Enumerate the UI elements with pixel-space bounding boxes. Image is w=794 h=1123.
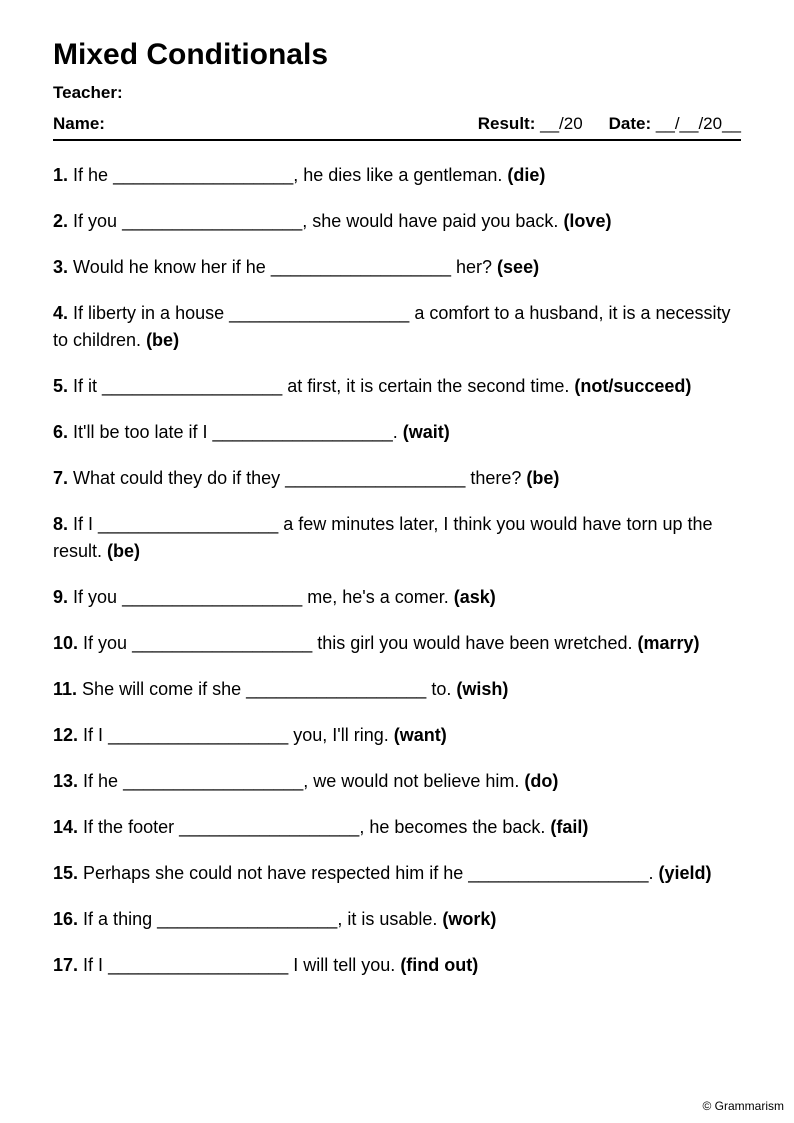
answer-blank[interactable]: __________________	[270, 257, 452, 277]
question-number: 4.	[53, 303, 69, 323]
question-number: 11.	[53, 679, 78, 699]
question-text-after: her?	[451, 257, 498, 277]
question-item	[53, 630, 741, 657]
question-item	[53, 952, 741, 979]
question-text-after: a comfort to a husband, it is a necessity to children.	[53, 303, 731, 350]
question-item	[53, 162, 741, 189]
question-item	[53, 584, 741, 611]
name-label: Name:	[53, 114, 105, 133]
verb-hint: (wait)	[402, 422, 450, 442]
question-number: 6.	[53, 422, 69, 442]
question-text-after: this girl you would have been wretched.	[312, 633, 638, 653]
question-text-before: If you	[83, 633, 133, 653]
answer-blank[interactable]: __________________	[285, 468, 466, 488]
question-text-after: I will tell you.	[288, 955, 401, 975]
question-number: 5.	[53, 376, 69, 396]
question-text-after: , it is usable.	[337, 909, 443, 929]
question-text-after: , we would not believe him.	[303, 771, 525, 791]
question-number: 1.	[53, 165, 69, 185]
question-text-after: , she would have paid you back.	[302, 211, 564, 231]
question-text-before: If the footer	[83, 817, 180, 837]
answer-blank[interactable]: __________________	[157, 909, 338, 929]
name-row	[53, 113, 741, 141]
date-field	[609, 113, 741, 135]
answer-blank[interactable]: __________________	[229, 303, 410, 323]
question-item	[53, 814, 741, 841]
verb-hint: (love)	[563, 211, 612, 231]
question-number: 2.	[53, 211, 69, 231]
answer-blank[interactable]: __________________	[98, 514, 279, 534]
question-text-before: She will come if she	[82, 679, 247, 699]
result-label: Result:	[477, 114, 536, 133]
answer-blank[interactable]: __________________	[179, 817, 360, 837]
question-number: 16.	[53, 909, 79, 929]
verb-hint: (work)	[442, 909, 497, 929]
question-text-before: Would he know her if he	[73, 257, 271, 277]
date-label: Date:	[608, 114, 652, 133]
question-text-after: .	[392, 422, 403, 442]
question-text-before: It'll be too late if I	[73, 422, 213, 442]
question-item	[53, 300, 741, 354]
verb-hint: (die)	[507, 165, 546, 185]
question-text-before: If liberty in a house	[73, 303, 230, 323]
teacher-label: Teacher:	[53, 83, 123, 102]
question-item	[53, 722, 741, 749]
question-text-after: to.	[426, 679, 457, 699]
verb-hint: (want)	[393, 725, 447, 745]
question-number: 12.	[53, 725, 79, 745]
question-text-after: you, I'll ring.	[288, 725, 394, 745]
question-number: 17.	[53, 955, 79, 975]
worksheet	[53, 36, 741, 998]
answer-blank[interactable]: __________________	[123, 771, 304, 791]
question-item	[53, 419, 741, 446]
answer-blank[interactable]: __________________	[246, 679, 427, 699]
copyright-footer: © Grammarism	[702, 1099, 784, 1113]
verb-hint: (see)	[497, 257, 540, 277]
question-text-before: If you	[73, 587, 123, 607]
answer-blank[interactable]: __________________	[122, 211, 303, 231]
verb-hint: (marry)	[637, 633, 700, 653]
verb-hint: (be)	[146, 330, 180, 350]
question-text-after: , he dies like a gentleman.	[293, 165, 508, 185]
result-field	[478, 113, 583, 135]
question-number: 7.	[53, 468, 69, 488]
verb-hint: (do)	[524, 771, 559, 791]
question-text-before: If I	[83, 725, 109, 745]
question-item	[53, 676, 741, 703]
verb-hint: (not/succeed)	[574, 376, 692, 396]
question-item	[53, 768, 741, 795]
question-number: 9.	[53, 587, 69, 607]
result-date-group	[478, 113, 741, 135]
question-number: 15.	[53, 863, 79, 883]
question-text-before: If he	[73, 165, 114, 185]
answer-blank[interactable]: __________________	[132, 633, 313, 653]
verb-hint: (yield)	[658, 863, 712, 883]
question-text-after: a few minutes later, I think you would have torn up the result.	[53, 514, 713, 561]
answer-blank[interactable]: __________________	[468, 863, 649, 883]
question-item	[53, 465, 741, 492]
question-item	[53, 860, 741, 887]
question-item	[53, 373, 741, 400]
verb-hint: (ask)	[453, 587, 496, 607]
question-item	[53, 906, 741, 933]
question-text-after: there?	[465, 468, 527, 488]
question-number: 8.	[53, 514, 69, 534]
question-item	[53, 511, 741, 565]
answer-blank[interactable]: __________________	[113, 165, 294, 185]
page-title: Mixed Conditionals	[53, 38, 329, 71]
question-text-before: Perhaps she could not have respected him if he	[83, 863, 469, 883]
question-text-before: If he	[83, 771, 124, 791]
answer-blank[interactable]: __________________	[212, 422, 393, 442]
question-text-before: If I	[83, 955, 109, 975]
question-item	[53, 254, 741, 281]
question-text-after: at first, it is certain the second time.	[282, 376, 575, 396]
question-text-before: If you	[73, 211, 123, 231]
question-number: 13.	[53, 771, 79, 791]
question-text-after: , he becomes the back.	[359, 817, 551, 837]
question-text-after: me, he's a comer.	[302, 587, 454, 607]
answer-blank[interactable]: __________________	[102, 376, 283, 396]
question-text-before: If it	[73, 376, 103, 396]
answer-blank[interactable]: __________________	[108, 955, 289, 975]
verb-hint: (be)	[107, 541, 141, 561]
verb-hint: (be)	[526, 468, 560, 488]
question-list	[53, 162, 741, 979]
result-value: __/20	[540, 114, 583, 133]
date-value: __/__/20__	[655, 114, 741, 133]
question-text-before: If a thing	[83, 909, 158, 929]
verb-hint: (find out)	[400, 955, 479, 975]
question-number: 14.	[53, 817, 79, 837]
verb-hint: (fail)	[550, 817, 589, 837]
question-number: 10.	[53, 633, 79, 653]
question-number: 3.	[53, 257, 69, 277]
answer-blank[interactable]: __________________	[108, 725, 289, 745]
question-text-before: What could they do if they	[73, 468, 286, 488]
question-text-after: .	[648, 863, 659, 883]
question-text-before: If I	[73, 514, 99, 534]
answer-blank[interactable]: __________________	[122, 587, 303, 607]
verb-hint: (wish)	[456, 679, 509, 699]
question-item	[53, 208, 741, 235]
